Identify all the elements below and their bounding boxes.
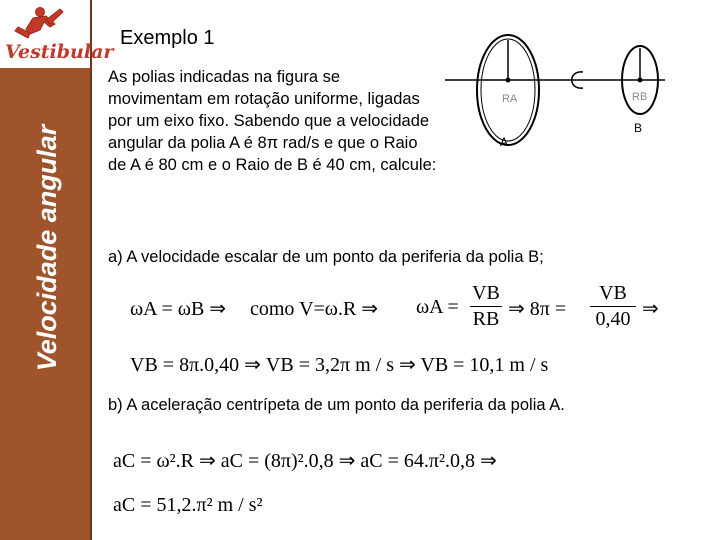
pulley-a-label: A <box>500 135 509 149</box>
question-a: a) A velocidade escalar de um ponto da periferia da polia B; <box>108 248 544 266</box>
equation-a2: VB = 8π.0,40 ⇒ VB = 3,2π m / s ⇒ VB = 10,1 m / s <box>130 354 549 376</box>
fraction-denominator: 0,40 <box>595 308 631 330</box>
problem-statement: As polias indicadas na figura se movimentam em rotação uniforme, ligadas por um eixo fixo. Sabendo que a velocidade angular da polia A é 8π rad/s e que o Raio de A é 80 cm e o Raio de B é 40 cm, calcule: <box>108 68 437 174</box>
sidebar-divider <box>90 0 92 540</box>
equation-a1-implies: ⇒ <box>642 298 659 320</box>
equation-a1-como: como V=ω.R ⇒ <box>250 298 379 320</box>
equation-b1: aC = ω².R ⇒ aC = (8π)².0,8 ⇒ aC = 64.π².0,8 ⇒ <box>113 450 497 472</box>
fraction-numerator: VB <box>599 282 627 304</box>
fraction-denominator: RB <box>472 308 500 330</box>
svg-text:Vestibular: Vestibular <box>5 41 114 63</box>
section-title-vertical: Velocidade angular <box>32 124 62 372</box>
fraction-vb-040 <box>590 282 636 331</box>
equation-a1-left: ωA = ωB ⇒ <box>130 298 227 320</box>
fraction-vb-rb <box>470 282 502 331</box>
equation-a1-eight-pi: ⇒ 8π = <box>508 298 567 320</box>
equation-a1-omega: ωA = <box>416 296 459 318</box>
fraction-numerator: VB <box>472 282 500 304</box>
radius-a-label: RA <box>502 93 518 105</box>
equation-b2: aC = 51,2.π² m / s² <box>113 494 263 516</box>
pulley-diagram <box>440 30 670 155</box>
pulley-b-label: B <box>634 121 643 135</box>
radius-b-label: RB <box>632 91 648 103</box>
vestibular-logo <box>0 0 114 68</box>
question-b: b) A aceleração centrípeta de um ponto da periferia da polia A. <box>108 396 565 414</box>
slide-title: Exemplo 1 <box>120 27 215 49</box>
